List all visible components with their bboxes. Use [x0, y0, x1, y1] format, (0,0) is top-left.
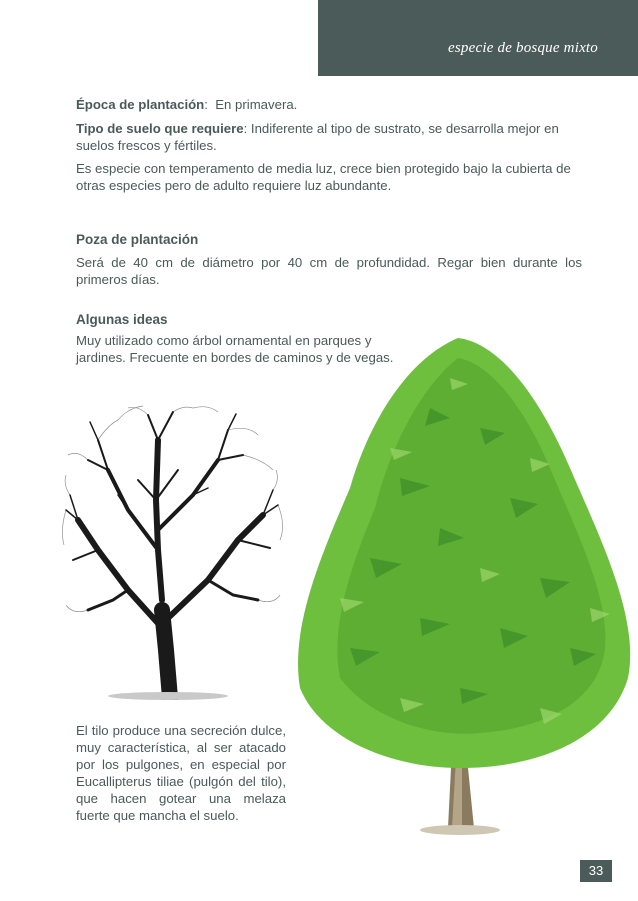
pit-title: Poza de plantación	[76, 232, 199, 247]
ideas-text: Muy utilizado como árbol ornamental en parques y jardines. Frecuente en bordes de caminos y de vegas.	[76, 333, 394, 365]
soil-label: Tipo de suelo que requiere	[76, 121, 244, 136]
pit-text: Será de 40 cm de diámetro por 40 cm de profundidad. Regar bien durante los primeros días.	[76, 255, 582, 287]
aphid-note: El tilo produce una secreción dulce, muy característica, al ser atacado por los pulgones, en especial por Eucallipterus tiliae (pulgón del tilo), que hacen gotear una melaza fuerte que mancha el suelo.	[76, 723, 286, 823]
bare-tree-illustration	[58, 400, 288, 700]
season-line: Época de plantación: En primavera.	[76, 97, 298, 112]
soil-line: Tipo de suelo que requiere: Indiferente al tipo de sustrato, se desarrolla mejor en suelos frescos y fértiles.	[76, 121, 559, 153]
soil-value: Indiferente al tipo de sustrato, se desarrolla mejor en suelos frescos y fértiles.	[76, 121, 559, 153]
page-number: 33	[580, 860, 612, 882]
section-label: especie de bosque mixto	[448, 40, 598, 56]
season-label: Época de plantación	[76, 97, 205, 112]
light-text: Es especie con temperamento de media luz, crece bien protegido bajo la cubierta de otras especies pero de adulto requiere luz abundante.	[76, 161, 571, 193]
season-value: En primavera.	[215, 97, 298, 112]
leafy-tree-illustration	[280, 328, 638, 848]
ideas-title: Algunas ideas	[76, 312, 168, 327]
header-band	[318, 0, 638, 76]
